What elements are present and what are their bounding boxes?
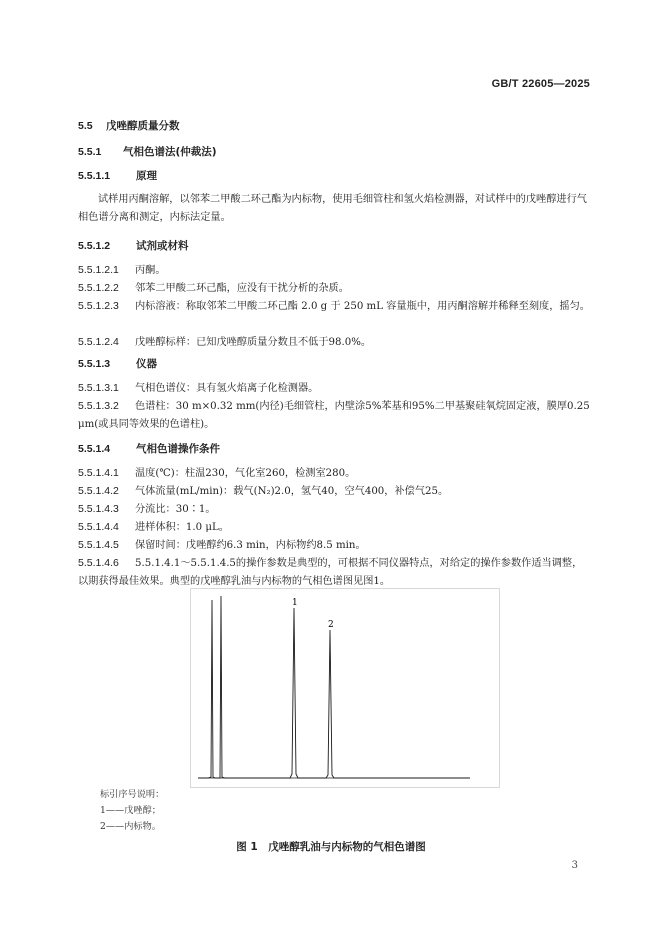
heading-number: 5.5.1.1 bbox=[78, 170, 111, 182]
item-number: 5.5.1.2.3 bbox=[78, 300, 119, 312]
heading-principle bbox=[78, 168, 157, 183]
heading-title: 原理 bbox=[136, 170, 157, 182]
list-item bbox=[78, 536, 590, 555]
item-text: 丙酮。 bbox=[135, 265, 166, 276]
list-item bbox=[78, 397, 590, 434]
item-text: 温度(℃)：柱温230，气化室260，检测室280。 bbox=[135, 468, 356, 479]
legend-title: 标引序号说明： bbox=[100, 789, 165, 800]
figure-legend bbox=[100, 787, 164, 835]
list-item bbox=[78, 279, 590, 298]
list-item bbox=[78, 261, 590, 280]
item-text: 5.5.1.4.1～5.5.1.4.5的操作参数是典型的，可根据不同仪器特点，对给定的操作参数作适当调整，以期获得最佳效果。典型的戊唑醇乳油与内标物的气相色谱图见图1。 bbox=[78, 558, 583, 587]
section-title: 戊唑醇质量分数 bbox=[106, 120, 180, 132]
section-heading bbox=[78, 118, 180, 133]
item-number: 5.5.1.4.6 bbox=[78, 557, 119, 569]
figure-frame bbox=[191, 589, 500, 788]
heading-title: 仪器 bbox=[136, 358, 157, 370]
standard-number-header: GB/T 22605—2025 bbox=[491, 78, 590, 90]
list-item bbox=[78, 464, 590, 483]
heading-reagents bbox=[78, 238, 189, 253]
item-number: 5.5.1.3.1 bbox=[78, 382, 119, 394]
subsection-heading bbox=[78, 144, 217, 159]
item-number: 5.5.1.4.3 bbox=[78, 503, 119, 515]
list-item bbox=[78, 518, 590, 537]
item-number: 5.5.1.4.4 bbox=[78, 521, 119, 533]
item-text: 气体流量(mL/min)：载气(N₂)2.0，氢气40，空气400，补偿气25。 bbox=[135, 486, 449, 497]
item-text: 邻苯二甲酸二环己酯，应没有干扰分析的杂质。 bbox=[135, 283, 349, 294]
peak-2-label: 2 bbox=[328, 620, 334, 630]
heading-instruments bbox=[78, 356, 157, 371]
heading-title: 气相色谱操作条件 bbox=[136, 443, 220, 455]
heading-number: 5.5.1.3 bbox=[78, 358, 111, 370]
list-item bbox=[78, 333, 590, 352]
list-item bbox=[78, 500, 590, 519]
subsection-title: 气相色谱法(仲裁法) bbox=[123, 146, 217, 158]
chromatogram-figure bbox=[190, 588, 500, 788]
figure-caption: 图 1 戊唑醇乳油与内标物的气相色谱图 bbox=[236, 841, 426, 853]
item-text: 进样体积：1.0 μL。 bbox=[135, 522, 229, 533]
item-number: 5.5.1.4.5 bbox=[78, 539, 119, 551]
list-item bbox=[78, 482, 590, 501]
item-text: 戊唑醇标样：已知戊唑醇质量分数且不低于98.0%。 bbox=[135, 337, 372, 348]
subsection-number: 5.5.1 bbox=[78, 146, 102, 158]
heading-number: 5.5.1.2 bbox=[78, 240, 111, 252]
item-number: 5.5.1.3.2 bbox=[78, 400, 119, 412]
item-text: 分流比：30∶1。 bbox=[135, 504, 216, 515]
principle-paragraph: 试样用丙酮溶解，以邻苯二甲酸二环己酯为内标物，使用毛细管柱和氢火焰检测器，对试样中的戊唑醇进行气相色谱分离和测定，内标法定量。 bbox=[78, 194, 587, 223]
legend-item: 2——内标物。 bbox=[100, 821, 161, 832]
list-item bbox=[78, 297, 590, 316]
item-number: 5.5.1.2.2 bbox=[78, 282, 119, 294]
page-number: 3 bbox=[571, 860, 578, 871]
item-text: 色谱柱：30 m×0.32 mm(内径)毛细管柱，内壁涂5%苯基和95%二甲基聚硅氧烷固定液，膜厚0.25 μm(或具同等效果的色谱柱)。 bbox=[78, 401, 590, 430]
item-text: 气相色谱仪：具有氢火焰离子化检测器。 bbox=[135, 383, 319, 394]
peak-1-label: 1 bbox=[292, 598, 298, 608]
list-item bbox=[78, 379, 590, 398]
legend-item: 1——戊唑醇； bbox=[100, 805, 161, 816]
item-number: 5.5.1.4.1 bbox=[78, 467, 119, 479]
heading-number: 5.5.1.4 bbox=[78, 443, 111, 455]
heading-title: 试剂或材料 bbox=[136, 240, 189, 252]
item-text: 保留时间：戊唑醇约6.3 min，内标物约8.5 min。 bbox=[135, 540, 366, 551]
item-number: 5.5.1.4.2 bbox=[78, 485, 119, 497]
item-number: 5.5.1.2.1 bbox=[78, 264, 119, 276]
section-number: 5.5 bbox=[78, 120, 93, 132]
heading-gc-conditions bbox=[78, 441, 220, 456]
list-item bbox=[78, 554, 590, 591]
item-text: 内标溶液：称取邻苯二甲酸二环己酯 2.0 g 于 250 mL 容量瓶中，用丙酮溶解并稀释至刻度，摇匀。 bbox=[135, 301, 590, 312]
item-number: 5.5.1.2.4 bbox=[78, 336, 119, 348]
